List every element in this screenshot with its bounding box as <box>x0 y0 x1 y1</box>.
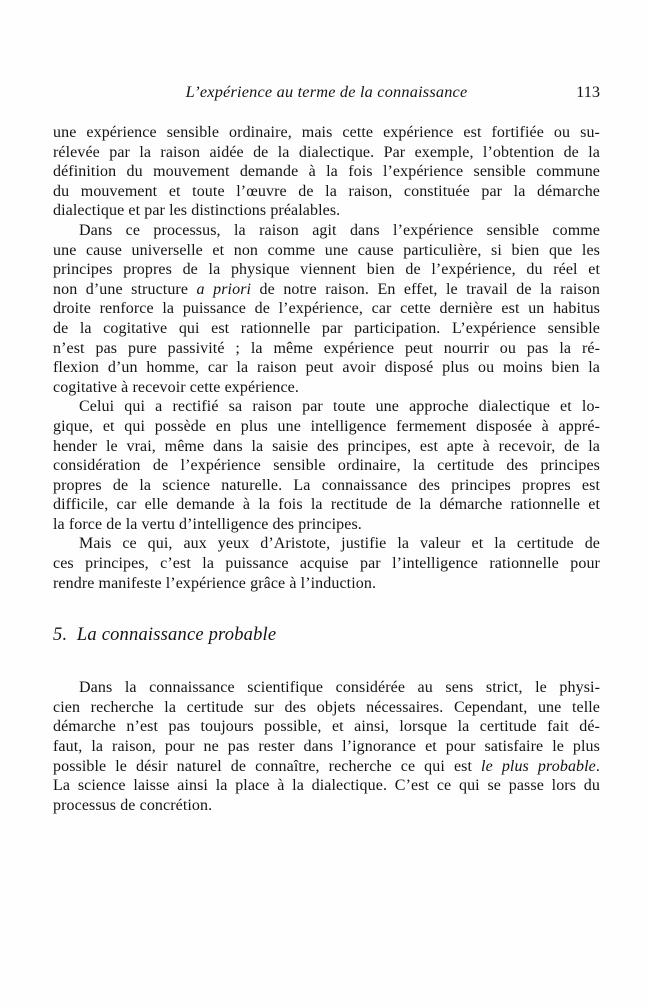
text-segment: cien recherche la certitude sur des objets nécessaires. Cependant, une telle <box>53 698 600 716</box>
paragraph <box>53 123 600 221</box>
text-segment: rélevée par la raison aidée de la dialectique. Par exemple, l’obtention de la <box>53 143 600 161</box>
text-line <box>53 201 600 221</box>
page-body <box>53 123 600 815</box>
text-segment: possible le désir naturel de connaître, recherche ce qui est <box>53 757 482 775</box>
text-segment: Dans ce processus, la raison agit dans l’expérience sensible comme <box>79 221 600 239</box>
text-segment: . <box>595 757 600 775</box>
text-segment: de notre raison. En effet, le travail de la raison <box>251 280 600 298</box>
text-line <box>53 776 600 796</box>
italic-text: a priori <box>196 280 252 298</box>
text-line <box>53 221 600 241</box>
text-line <box>53 241 600 261</box>
text-line <box>53 574 600 594</box>
text-segment: La science laisse ainsi la place à la dialectique. C’est ce qui se passe lors du <box>53 777 600 795</box>
text-segment: droite renforce la puissance de l’expérience, car cette dernière est un habitus <box>53 300 600 318</box>
text-line <box>53 757 600 777</box>
text-segment: rendre manifeste l’expérience grâce à l’induction. <box>53 574 377 592</box>
text-line <box>53 319 600 339</box>
text-segment: du mouvement et toute l’œuvre de la raison, constituée par la démarche <box>53 182 600 200</box>
text-line <box>53 299 600 319</box>
section-heading: 5. La connaissance probable <box>53 625 277 646</box>
text-segment: processus de concrétion. <box>53 796 213 814</box>
text-segment: faut, la raison, pour ne pas rester dans l’ignorance et pour satisfaire le plus <box>53 738 600 756</box>
text-segment: flexion d’un homme, car la raison peut avoir disposé plus ou moins bien la <box>53 359 600 377</box>
text-line <box>53 554 600 574</box>
italic-text: le plus probable <box>481 757 596 775</box>
text-line <box>53 182 600 202</box>
text-line <box>53 698 600 718</box>
text-line <box>53 678 600 698</box>
text-segment: difficile, car elle demande à la fois la rectitude de la démarche rationnelle et <box>53 496 600 514</box>
text-line <box>53 515 600 535</box>
text-line <box>53 476 600 496</box>
text-segment: démarche n’est pas toujours possible, et ainsi, lorsque la certitude fait dé- <box>53 718 600 736</box>
running-header <box>53 82 600 102</box>
text-line <box>53 123 600 143</box>
text-line <box>53 358 600 378</box>
text-segment: n’est pas pure passivité ; la même expérience peut nourrir ou pas la ré- <box>53 339 600 357</box>
paragraph <box>53 678 600 815</box>
text-line <box>53 417 600 437</box>
text-segment: hender le vrai, même dans la saisie des principes, est apte à recevoir, de la <box>53 437 600 455</box>
text-segment: cogitative à recevoir cette expérience. <box>53 378 299 396</box>
text-segment: Celui qui a rectifié sa raison par toute une approche dialectique et lo- <box>79 398 600 416</box>
text-segment: propres de la science naturelle. La connaissance des principes propres est <box>53 476 600 494</box>
paragraph <box>53 397 600 534</box>
text-segment: gique, et qui possède en plus une intelligence fermement disposée à appré- <box>53 417 600 435</box>
text-segment: Mais ce qui, aux yeux d’Aristote, justifie la valeur et la certitude de <box>79 535 600 553</box>
paragraph <box>53 221 600 397</box>
text-line <box>53 280 600 300</box>
text-segment: Dans la connaissance scientifique considérée au sens strict, le physi- <box>79 679 600 697</box>
text-segment: non d’une structure <box>53 280 197 298</box>
page-number: 113 <box>576 82 600 101</box>
text-line <box>53 437 600 457</box>
text-segment: la force de la vertu d’intelligence des principes. <box>53 515 362 533</box>
text-segment: une expérience sensible ordinaire, mais cette expérience est fortifiée ou su- <box>53 124 600 141</box>
text-line <box>53 737 600 757</box>
text-line <box>53 143 600 163</box>
text-line <box>53 397 600 417</box>
text-segment: définition du mouvement demande à la fois l’expérience sensible commune <box>53 163 600 181</box>
text-segment: ces principes, c’est la puissance acquise par l’intelligence rationnelle pour <box>53 555 600 573</box>
text-line <box>53 456 600 476</box>
text-line <box>53 717 600 737</box>
text-line <box>53 495 600 515</box>
text-segment: principes propres de la physique viennent bien de l’expérience, du réel et <box>53 261 600 279</box>
text-segment: une cause universelle et non comme une cause particulière, si bien que les <box>53 241 600 259</box>
text-segment: de la cogitative qui est rationnelle par participation. L’expérience sensible <box>53 319 600 337</box>
text-line <box>53 339 600 359</box>
text-line <box>53 378 600 398</box>
text-line <box>53 796 600 816</box>
text-line <box>53 534 600 554</box>
running-header-title: L’expérience au terme de la connaissance <box>185 82 468 101</box>
text-line <box>53 162 600 182</box>
text-segment: considération de l’expérience sensible ordinaire, la certitude des principes <box>53 457 600 475</box>
text-segment: dialectique et par les distinctions préalables. <box>53 202 341 220</box>
text-line <box>53 260 600 280</box>
paragraph <box>53 534 600 593</box>
